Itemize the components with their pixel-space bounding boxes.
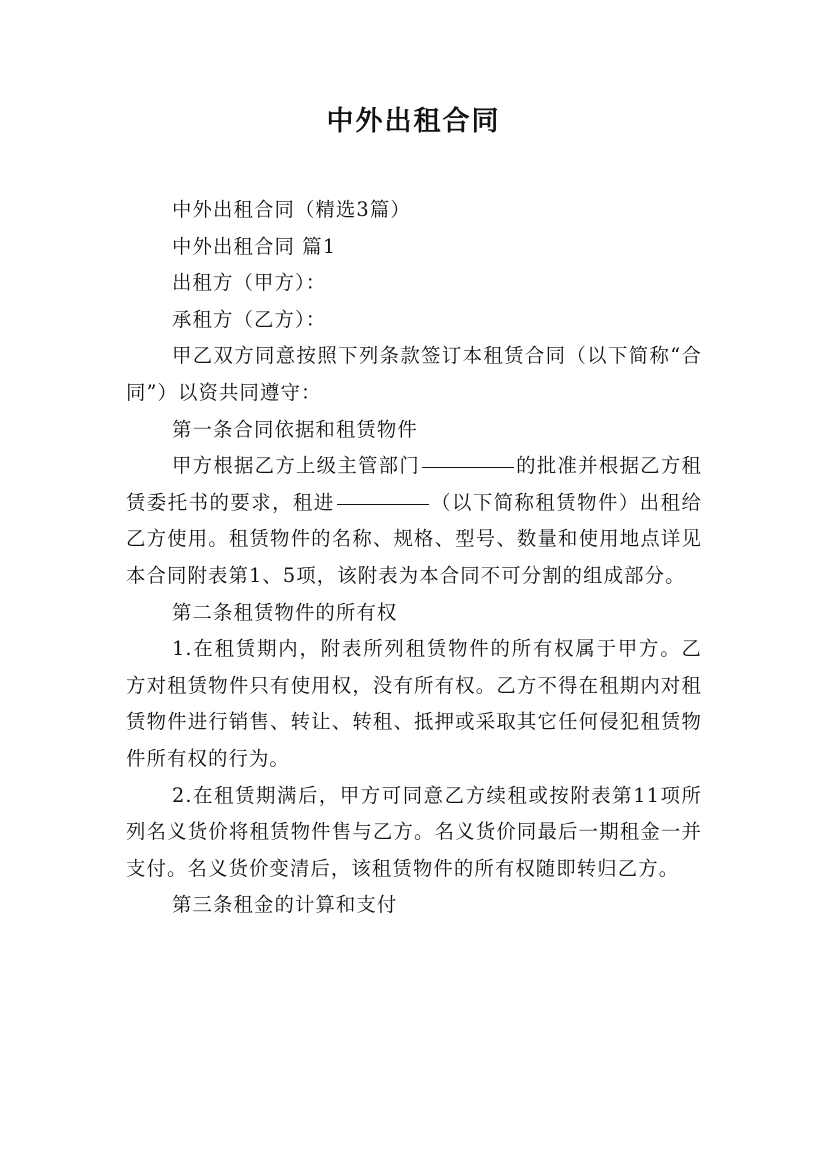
paragraph-article-1-heading: 第一条合同依据和租赁物件	[172, 417, 418, 441]
document-title: 中外出租合同	[326, 106, 501, 137]
paragraph-article-1-body	[126, 448, 702, 594]
paragraph-article-2-heading: 第二条租赁物件的所有权	[172, 600, 398, 624]
fill-in-blank-leased-item	[337, 482, 429, 505]
article-1-text-part-3: （以下简称租赁物件）出租给乙方使用。租赁物件的名称、规格、型号、数量和使用地点详见本合同附表第1、5项，该附表为本合同不可分割的组成部分。	[126, 490, 702, 587]
paragraph-subtitle: 中外出租合同（精选3篇）	[172, 198, 411, 221]
paragraph-section-heading: 中外出租合同 篇1	[172, 234, 337, 258]
paragraph-article-2-clause-1: 1.在租赁期内，附表所列租赁物件的所有权属于甲方。乙方对租赁物件只有使用权，没有所有权。乙方不得在租期内对租赁物件进行销售、转让、转租、抵押或采取其它任何侵犯租赁物件所有权的行为。	[126, 637, 702, 770]
paragraph-lessor: 出租方（甲方）：	[172, 271, 327, 295]
article-1-text-part-2: 的批准并根据乙方租赁委托书的要求，租进	[126, 454, 702, 514]
paragraph-agreement-intro: 甲乙双方同意按照下列条款签订本租赁合同（以下简称“合同”）以资共同遵守：	[126, 344, 702, 404]
paragraph-article-2-clause-2: 2.在租赁期满后，甲方可同意乙方续租或按附表第11项所列名义货价将租赁物件售与乙方。名义货价同最后一期租金一并支付。名义货价变清后，该租赁物件的所有权随即转归乙方。	[126, 783, 702, 880]
document-body	[126, 192, 702, 924]
article-1-text-part-1: 甲方根据乙方上级主管部门	[172, 454, 420, 478]
paragraph-lessee: 承租方（乙方）：	[172, 307, 327, 331]
fill-in-blank-department	[422, 445, 514, 468]
paragraph-article-3-heading: 第三条租金的计算和支付	[172, 893, 398, 917]
